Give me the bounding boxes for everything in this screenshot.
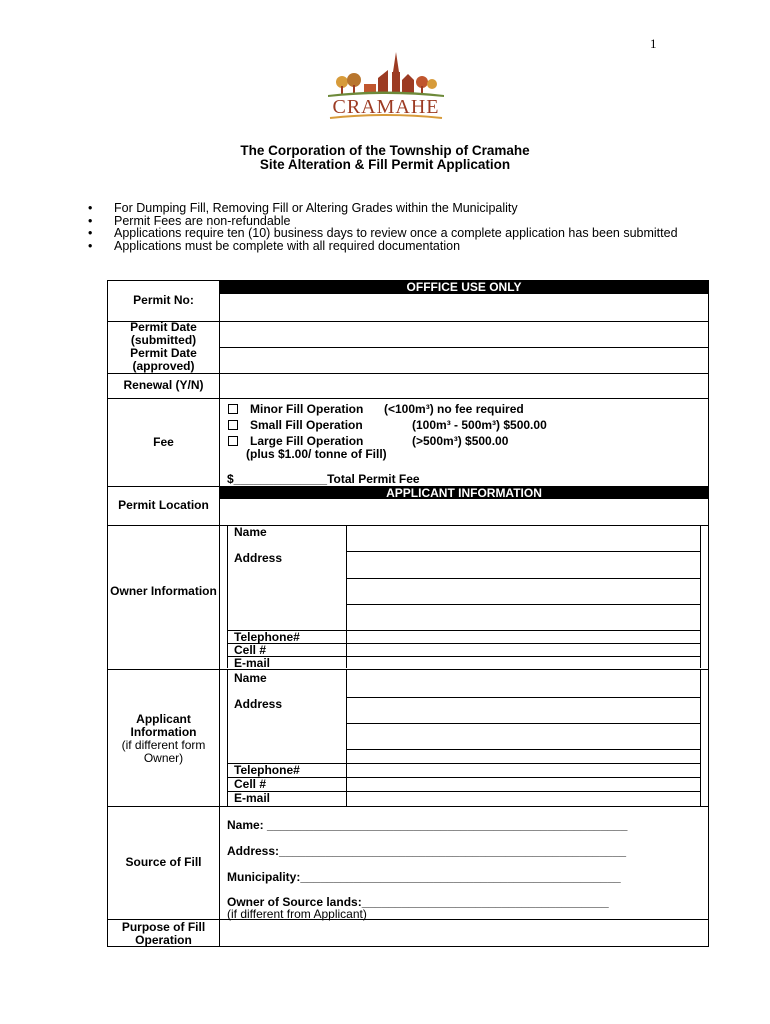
applicant-cell-field[interactable] [347, 778, 700, 791]
renewal-field[interactable] [220, 374, 708, 398]
total-permit-fee[interactable]: $______________Total Permit Fee [227, 472, 420, 486]
purpose-label: Purpose of Fill Operation [121, 920, 206, 947]
small-fill-checkbox[interactable] [228, 420, 238, 430]
minor-fill-checkbox[interactable] [228, 404, 238, 414]
instructions-list [88, 202, 688, 252]
small-fill-label: Small Fill Operation [250, 418, 363, 432]
title-organization: The Corporation of the Township of Cramahe [240, 143, 530, 158]
fee-label: Fee [153, 435, 174, 449]
permit-location-field[interactable] [220, 500, 708, 524]
permit-no-field[interactable] [220, 295, 708, 321]
minor-fill-label: Minor Fill Operation [250, 402, 364, 416]
permit-date-approved-field[interactable] [220, 348, 708, 373]
source-owner-note: (if different from Applicant) [227, 907, 367, 921]
page-number: 1 [650, 36, 657, 51]
applicant-address-field[interactable] [347, 698, 700, 763]
applicant-telephone-label: Telephone# [234, 763, 300, 777]
source-name-field[interactable]: Name: ______________________________________________________ [227, 818, 628, 832]
renewal-label: Renewal (Y/N) [123, 378, 204, 392]
owner-email-label: E-mail [234, 656, 271, 670]
source-address-field[interactable]: Address:____________________________________________________ [227, 844, 627, 858]
bullet-item: • Applications require ten (10) business days to review once a complete application has been submitted [88, 227, 684, 240]
fee-note: (plus $1.00/ tonne of Fill) [246, 447, 387, 461]
owner-cell-label: Cell # [234, 643, 267, 657]
applicant-name-label: Name [234, 671, 267, 685]
large-fill-label: Large Fill Operation [250, 434, 364, 448]
large-fill-detail: (>500m³) $500.00 [412, 434, 509, 448]
applicant-name-field[interactable] [347, 670, 700, 697]
applicant-telephone-field[interactable] [347, 764, 700, 777]
small-fill-detail: (100m³ - 500m³) $500.00 [412, 418, 547, 432]
source-owner-field[interactable]: Owner of Source lands:_____________________________________ [227, 895, 609, 909]
applicant-information-note: (if different form Owner) [121, 738, 206, 765]
source-municipality-field[interactable]: Municipality:________________________________________________ [227, 870, 621, 884]
permit-date-submitted-label: Permit Date (submitted) [130, 320, 197, 347]
owner-telephone-label: Telephone# [234, 630, 300, 644]
source-of-fill-label: Source of Fill [125, 855, 202, 869]
owner-cell-field[interactable] [347, 644, 700, 656]
permit-location-label: Permit Location [118, 498, 209, 512]
office-use-header: OFFFICE USE ONLY [219, 281, 709, 294]
permit-form-table [107, 280, 709, 947]
minor-fill-detail: (<100m³) no fee required [384, 402, 524, 416]
applicant-cell-label: Cell # [234, 777, 267, 791]
owner-name-field[interactable] [347, 526, 700, 551]
applicant-address-label: Address [234, 697, 283, 711]
permit-date-submitted-field[interactable] [220, 322, 708, 347]
applicant-email-field[interactable] [347, 792, 700, 805]
purpose-field[interactable] [220, 920, 708, 947]
applicant-info-header: APPLICANT INFORMATION [219, 487, 709, 499]
owner-address-field[interactable] [347, 552, 700, 630]
permit-date-approved-label: Permit Date (approved) [130, 346, 197, 373]
bullet-item: • Permit Fees are non-refundable [88, 215, 688, 228]
applicant-email-label: E-mail [234, 791, 271, 805]
title-form: Site Alteration & Fill Permit Application [259, 157, 511, 172]
owner-telephone-field[interactable] [347, 631, 700, 643]
owner-email-field[interactable] [347, 657, 700, 668]
bullet-item: • Applications must be complete with all required documentation [88, 240, 688, 253]
owner-information-label: Owner Information [110, 584, 217, 598]
applicant-information-label: Applicant Information [130, 712, 197, 739]
owner-address-label: Address [234, 551, 283, 565]
permit-no-label: Permit No: [133, 293, 194, 307]
large-fill-checkbox[interactable] [228, 436, 238, 446]
logo-wordmark: CRAMAHE [332, 96, 440, 118]
owner-name-label: Name [234, 525, 267, 539]
bullet-item: • For Dumping Fill, Removing Fill or Altering Grades within the Municipality [88, 202, 688, 215]
